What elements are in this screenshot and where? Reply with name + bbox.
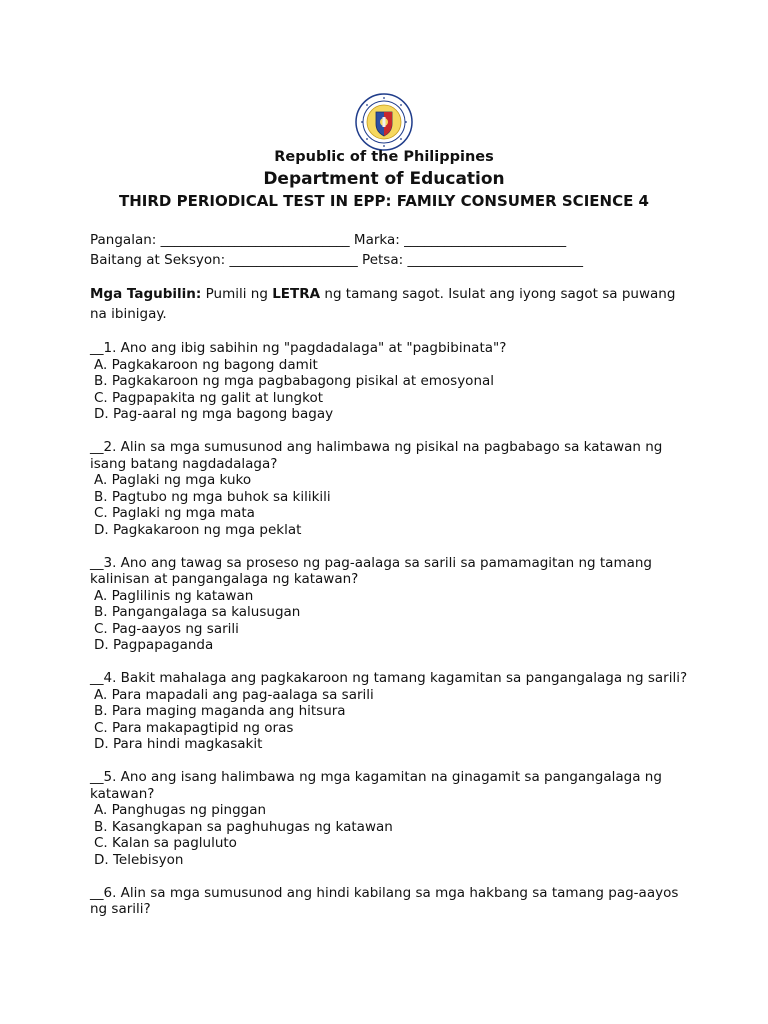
- choice-item: B. Pagkakaroon ng mga pagbabagong pisikal at emosyonal: [94, 373, 495, 389]
- choice-item: C. Kalan sa pagluluto: [94, 835, 237, 851]
- choice-item: A. Paglaki ng mga kuko: [94, 472, 252, 488]
- instructions-text-after: ng tamang sagot. Isulat ang iyong sagot sa puwang na ibinigay.: [90, 286, 676, 322]
- choice-list: [90, 472, 690, 538]
- department-heading: Department of Education: [263, 169, 505, 189]
- deped-seal-logo: [355, 93, 413, 151]
- instructions-text-before: Pumili ng: [201, 286, 273, 302]
- question-item: [90, 340, 690, 423]
- choice-item: C. Paglaki ng mga mata: [94, 505, 255, 521]
- question-text: __3. Ano ang tawag sa proseso ng pag-aalaga sa sarili sa pamamagitan ng tamang kalinisan at pangangalaga ng katawan?: [90, 554, 652, 587]
- choice-item: C. Pag-aayos ng sarili: [94, 620, 239, 637]
- question-text: __2. Alin sa mga sumusunod ang halimbawa ng pisikal na pagbabago sa katawan ng isang batang nagdadalaga?: [90, 439, 663, 472]
- choice-list: [90, 357, 690, 423]
- choice-item: B. Pangangalaga sa kalusugan: [94, 604, 301, 620]
- choice-item: C. Para makapagtipid ng oras: [94, 719, 294, 736]
- choice-item: B. Kasangkapan sa paghuhugas ng katawan: [94, 818, 393, 835]
- question-text: __6. Alin sa mga sumusunod ang hindi kabilang sa mga hakbang sa tamang pag-aayos ng sarili?: [90, 884, 679, 917]
- question-item: [90, 885, 690, 918]
- choice-item: A. Pagkakaroon ng bagong damit: [94, 356, 318, 373]
- choice-list: [90, 802, 690, 868]
- choice-item: D. Telebisyon: [94, 851, 184, 868]
- test-title: THIRD PERIODICAL TEST IN EPP: FAMILY CONSUMER SCIENCE 4: [119, 192, 649, 210]
- choice-list: [90, 687, 690, 753]
- instructions: [90, 285, 690, 324]
- choice-item: B. Pagtubo ng mga buhok sa kilikili: [94, 488, 331, 505]
- instructions-label: Mga Tagubilin:: [90, 286, 202, 302]
- question-item: [90, 555, 690, 654]
- choice-item: A. Para mapadali ang pag-aalaga sa sarili: [94, 686, 374, 703]
- republic-heading: Republic of the Philippines: [274, 149, 494, 165]
- choice-item: A. Panghugas ng pinggan: [94, 802, 267, 818]
- question-item: [90, 670, 690, 753]
- instructions-emphasis: LETRA: [272, 286, 321, 302]
- question-list: [90, 340, 690, 934]
- choice-item: D. Pagkakaroon ng mga peklat: [94, 521, 302, 538]
- choice-item: C. Pagpapakita ng galit at lungkot: [94, 389, 324, 406]
- choice-item: D. Para hindi magkasakit: [94, 736, 263, 752]
- question-item: [90, 439, 690, 538]
- question-text: __5. Ano ang isang halimbawa ng mga kagamitan na ginagamit sa pangangalaga ng katawan?: [90, 769, 662, 802]
- question-text: __4. Bakit mahalaga ang pagkakaroon ng tamang kagamitan sa pangangalaga ng sarili?: [90, 670, 688, 686]
- name-score-line: Pangalan: ____________________________ Marka: ________________________: [90, 232, 567, 248]
- choice-item: B. Para maging maganda ang hitsura: [94, 703, 346, 719]
- question-text: __1. Ano ang ibig sabihin ng "pagdadalaga" at "pagbibinata"?: [90, 340, 507, 356]
- choice-item: A. Paglilinis ng katawan: [94, 587, 254, 604]
- grade-date-line: Baitang at Seksyon: ___________________ Petsa: __________________________: [90, 252, 583, 268]
- question-item: [90, 769, 690, 868]
- choice-item: D. Pagpapaganda: [94, 637, 214, 653]
- choice-list: [90, 588, 690, 654]
- choice-item: D. Pag-aaral ng mga bagong bagay: [94, 406, 334, 422]
